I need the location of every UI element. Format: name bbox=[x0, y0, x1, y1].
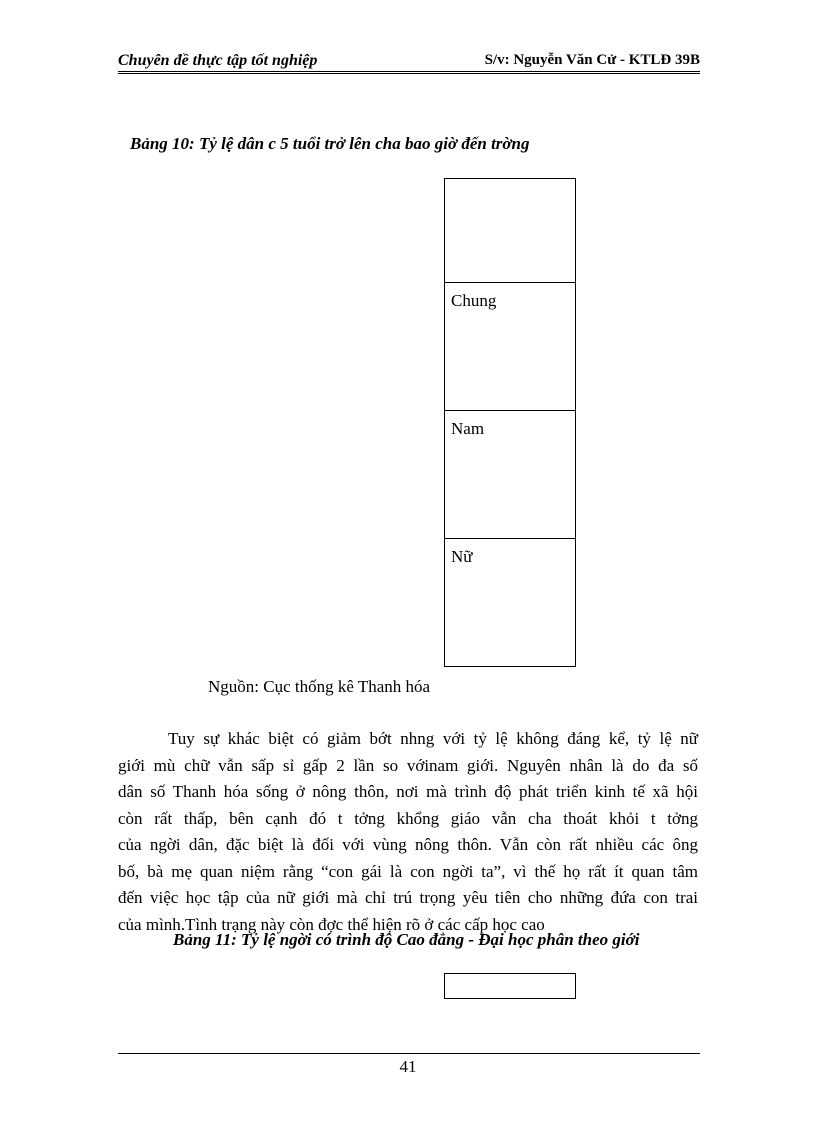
table-11 bbox=[444, 973, 576, 999]
table-cell-chung: Chung bbox=[445, 283, 576, 411]
table-cell-nam: Nam bbox=[445, 411, 576, 539]
paragraph-line: bố, bà mẹ quan niệm rằng “con gái là con ngời ta”, vì thế họ rất ít quan tâm bbox=[118, 861, 698, 881]
table-row bbox=[445, 179, 576, 283]
paragraph-line: giới mù chữ vẫn sấp sỉ gấp 2 lần so vớinam giới. Nguyên nhân là do đa số bbox=[118, 755, 698, 775]
paragraph-line: đến việc học tập của nữ giới mà chỉ trú trọng yêu tiên cho những đứa con trai bbox=[118, 888, 698, 907]
paragraph-line: còn rất thấp, bên cạnh đó t tởng khổng giáo vẫn cha thoát khỏi t tởng bbox=[118, 808, 698, 828]
table-11-caption: Bảng 11: Tỷ lệ ngời có trình độ Cao đẳng - Đại học phân theo giới bbox=[173, 930, 640, 949]
body-paragraph bbox=[118, 726, 698, 938]
table-cell bbox=[445, 179, 576, 283]
table-row bbox=[445, 283, 576, 411]
header-rule bbox=[118, 71, 700, 74]
table-10-source: Nguồn: Cục thống kê Thanh hóa bbox=[208, 677, 431, 696]
table-10-caption: Bảng 10: Tỷ lệ dân c 5 tuổi trở lên cha bao giờ đến trờng bbox=[130, 134, 530, 153]
header-document-title: Chuyên đề thực tập tốt nghiệp bbox=[118, 52, 318, 69]
paragraph-line: của ngời dân, đặc biệt là đối với vùng nông thôn. Vẫn còn rất nhiều các ông bbox=[118, 835, 698, 854]
table-row bbox=[445, 411, 576, 539]
page-header bbox=[118, 52, 700, 72]
paragraph-line: của mình.Tình trạng này còn đợc thể hiện rõ ở các cấp học cao bbox=[118, 914, 545, 934]
footer-rule bbox=[118, 1053, 700, 1054]
header-author: S/v: Nguyễn Văn Cử - KTLĐ 39B bbox=[484, 52, 700, 68]
table-10 bbox=[444, 178, 576, 667]
paragraph-line: dân số Thanh hóa sống ở nông thôn, nơi mà trình độ phát triển kinh tế xã hội bbox=[118, 782, 698, 801]
table-row bbox=[445, 539, 576, 667]
paragraph-line: Tuy sự khác biệt có giảm bớt nhng với tỷ lệ không đáng kể, tỷ lệ nữ bbox=[168, 729, 698, 748]
table-cell-nu: Nữ bbox=[445, 539, 576, 667]
page-number: 41 bbox=[399, 1057, 417, 1076]
